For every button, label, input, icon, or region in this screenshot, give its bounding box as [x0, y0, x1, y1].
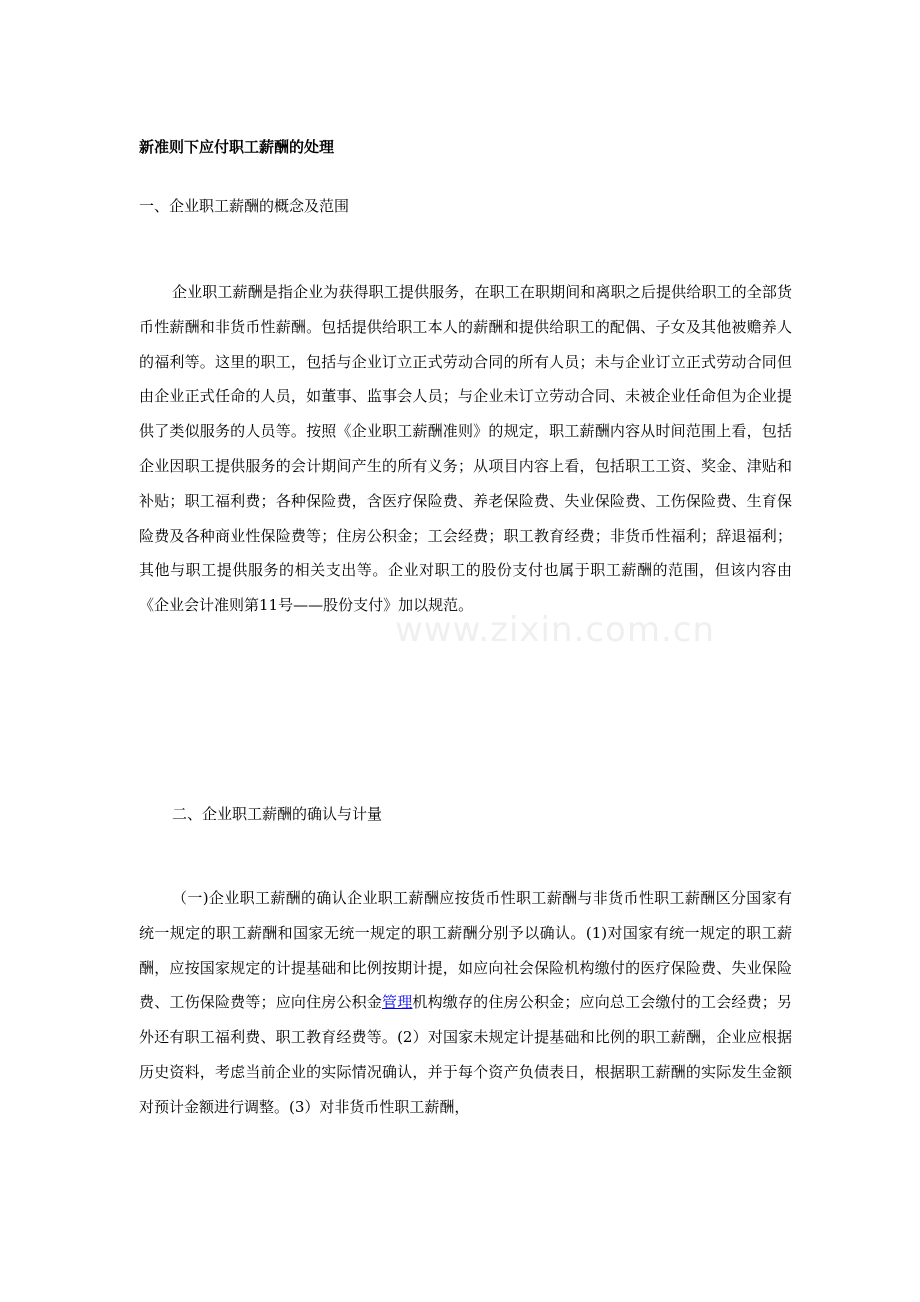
section-1-paragraph: 企业职工薪酬是指企业为获得职工提供服务，在职工在职期间和离职之后提供给职工的全部货币性薪酬和非货币性薪酬。包括提供给职工本人的薪酬和提供给职工的配偶、子女及其他被赡养人的福利等。这里的职工，包括与企业订立正式劳动合同的所有人员；未与企业订立正式劳动合同但由企业正式任命的人员，如董事、监事会人员；与企业未订立劳动合同、未被企业任命但为企业提供了类似服务的人员等。按照《企业职工薪酬准则》的规定，职工薪酬内容从时间范围上看，包括企业因职工提供服务的会计期间产生的所有义务；从项目内容上看，包括职工工资、奖金、津贴和补贴；职工福利费；各种保险费，含医疗保险费、养老保险费、失业保险费、工伤保险费、生育保险费及各种商业性保险费等；住房公积金；工会经费；职工教育经费；非货币性福利；辞退福利；其他与职工提供服务的相关支出等。企业对职工的股份支付也属于职工薪酬的范围，但该内容由《企业会计准则第11号——股份支付》加以规范。 [139, 283, 792, 615]
document-title: 新准则下应付职工薪酬的处理 [139, 138, 335, 156]
section-2-text-part2: 机构缴存的住房公积金；应向总工会缴付的工会经费；另外还有职工福利费、职工教育经费等。(2）对国家未规定计提基础和比例的职工薪酬，企业应根据历史资料，考虑当前企业的实际情况确认，并于每个资产负债表日，根据职工薪酬的实际发生金额对预计金额进行调整。(3）对非货币性职工薪酬， [139, 993, 792, 1116]
watermark: www.zixin.com.cn [395, 610, 715, 650]
section-2-paragraph [139, 881, 792, 1125]
section-2-text-part1: （一)企业职工薪酬的确认企业职工薪酬应按货币性职工薪酬与非货币性职工薪酬区分国家有统一规定的职工薪酬和国家无统一规定的职工薪酬分别予以确认。(1)对国家有统一规定的职工薪酬，应按国家规定的计提基础和比例按期计提，如应向社会保险机构缴付的医疗保险费、失业保险费、工伤保险费等；应向住房公积金 [139, 889, 792, 1012]
management-link[interactable]: 管理 [382, 993, 413, 1012]
section-2-heading: 二、企业职工薪酬的确认与计量 [172, 805, 383, 823]
section-1-heading: 一、企业职工薪酬的概念及范围 [139, 197, 350, 215]
